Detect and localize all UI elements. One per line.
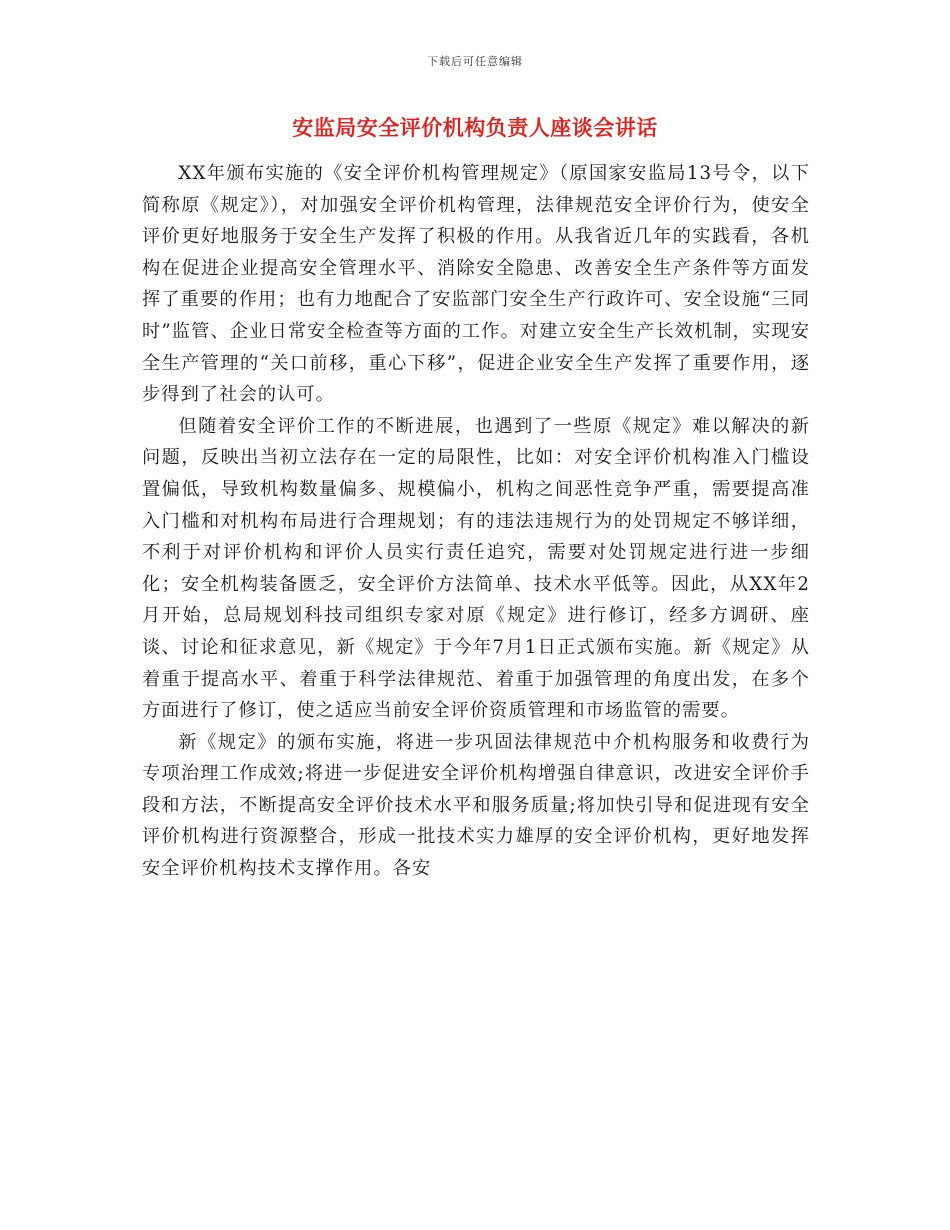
paragraph-1: XX年颁布实施的《安全评价机构管理规定》（原国家安监局13号令，以下简称原《规定》），对加强安全评价机构管理，法律规范安全评价行为，使安全评价更好地服务于安全生产发挥了积极的作用。从我省近几年的实践看，各机构在促进企业提高安全管理水平、消除安全隐患、改善安全生产条件等方面发挥了重要的作用；也有力地配合了安监部门安全生产行政许可、安全设施“三同时”监管、企业日常安全检查等方面的工作。对建立安全生产长效机制，实现安全生产管理的“关口前移，重心下移”，促进企业安全生产发挥了重要作用，逐步得到了社会的认可。 <box>142 163 810 406</box>
document-title: 安监局安全评价机构负责人座谈会讲话 <box>292 116 658 140</box>
paragraph-3: 新《规定》的颁布实施，将进一步巩固法律规范中介机构服务和收费行为专项治理工作成效;将进一步促进安全评价机构增强自律意识，改进安全评价手段和方法，不断提高安全评价技术水平和服务质量;将加快引导和促进现有安全评价机构进行资源整合，形成一批技术实力雄厚的安全评价机构，更好地发挥安全评价机构技术支撑作用。各安 <box>142 731 810 880</box>
document-body <box>142 158 810 885</box>
paragraph-2: 但随着安全评价工作的不断进展，也遇到了一些原《规定》难以解决的新问题，反映出当初立法存在一定的局限性，比如：对安全评价机构准入门槛设置偏低，导致机构数量偏多、规模偏小，机构之间恶性竞争严重，需要提高准入门槛和对机构布局进行合理规划；有的违法违规行为的处罚规定不够详细，不利于对评价机构和评价人员实行责任追究，需要对处罚规定进行进一步细化；安全机构装备匮乏，安全评价方法简单、技术水平低等。因此，从XX年2月开始，总局规划科技司组织专家对原《规定》进行修订，经多方调研、座谈、讨论和征求意见，新《规定》于今年7月1日正式颁布实施。新《规定》从着重于提高水平、着重于科学法律规范、着重于加强管理的角度出发，在多个方面进行了修订，使之适应当前安全评价资质管理和市场监管的需要。 <box>142 415 810 722</box>
header-note: 下载后可任意编辑 <box>427 55 523 68</box>
